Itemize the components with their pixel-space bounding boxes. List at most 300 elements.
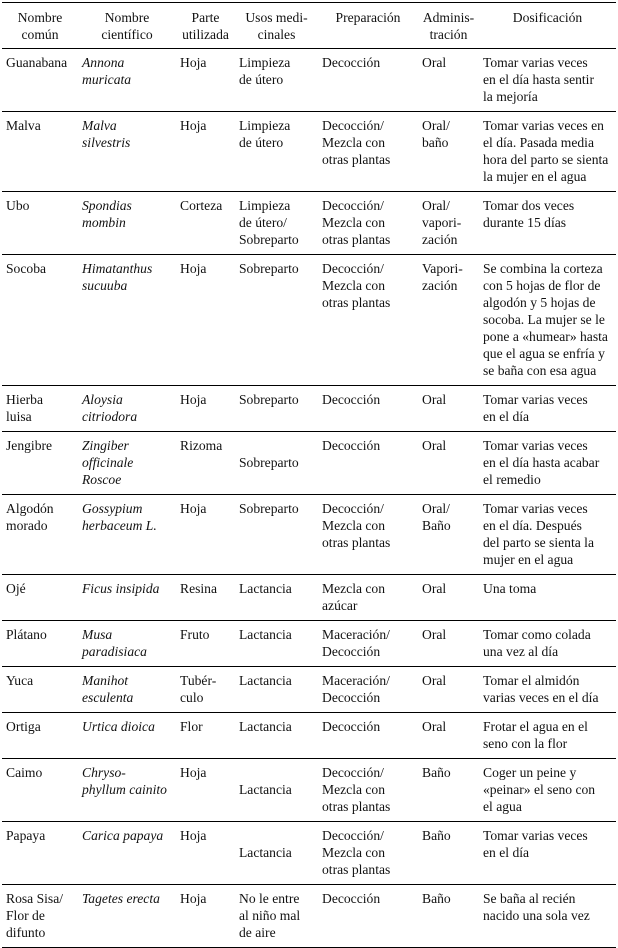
cell-line: de útero	[239, 135, 284, 150]
table-row	[2, 386, 616, 432]
cell-line: muricata	[82, 72, 132, 87]
cell-administracion	[418, 759, 479, 822]
cell-line: Himatanthus	[82, 261, 153, 276]
header-nombre-comun	[2, 3, 78, 49]
cell-line: Tomar varias veces	[483, 438, 588, 453]
document-page	[0, 2, 618, 940]
cell-nombre-cientifico	[78, 822, 176, 885]
cell-line: Baño	[422, 891, 451, 906]
cell-line: Mezcla con	[322, 581, 386, 596]
cell-nombre-cientifico	[78, 575, 176, 621]
cell-line: hora del parto se sienta	[483, 152, 609, 167]
cell-line: citriodora	[82, 409, 138, 424]
cell-line: en el día	[483, 409, 530, 424]
cell-nombre-comun	[2, 386, 78, 432]
cell-line: sucuuba	[82, 278, 128, 293]
cell-line: Jengibre	[6, 438, 53, 453]
cell-parte-utilizada	[176, 386, 235, 432]
cell-line: morado	[6, 518, 48, 533]
cell-line: Decocción/	[322, 261, 384, 276]
cell-line: Aloysia	[82, 392, 123, 407]
cell-line: Decocción/	[322, 118, 384, 133]
cell-dosificacion	[479, 495, 616, 575]
cell-line: Algodón	[6, 501, 54, 516]
cell-usos-medicinales	[235, 255, 318, 386]
cell-line: Oral	[422, 719, 447, 734]
cell-usos-medicinales	[235, 885, 318, 948]
cell-line: Sobreparto	[239, 232, 299, 247]
cell-line: culo	[180, 690, 204, 705]
header-nombre-cientifico	[78, 3, 176, 49]
cell-line: una vez al día	[483, 644, 559, 659]
cell-nombre-cientifico	[78, 255, 176, 386]
cell-line: en el día	[483, 845, 530, 860]
cell-nombre-cientifico	[78, 667, 176, 713]
cell-administracion	[418, 386, 479, 432]
cell-line: Chryso-	[82, 765, 126, 780]
cell-line: Oral	[422, 438, 447, 453]
cell-line: otras plantas	[322, 295, 391, 310]
cell-line: en el día hasta acabar	[483, 455, 600, 470]
cell-parte-utilizada	[176, 255, 235, 386]
cell-line: Ficus insipida	[82, 581, 160, 596]
cell-line: Musa	[82, 627, 113, 642]
cell-line: Fruto	[180, 627, 210, 642]
cell-parte-utilizada	[176, 575, 235, 621]
cell-nombre-comun	[2, 713, 78, 759]
cell-line: paradisiaca	[82, 644, 147, 659]
cell-line: esculenta	[82, 690, 134, 705]
cell-line: de útero/	[239, 215, 287, 230]
cell-line: Caimo	[6, 765, 43, 780]
cell-line: el agua	[483, 799, 522, 814]
cell-dosificacion	[479, 575, 616, 621]
cell-line: Sobreparto	[239, 501, 299, 516]
table-row	[2, 621, 616, 667]
header-line: Usos medi-	[245, 10, 308, 25]
cell-line: Oral	[422, 392, 447, 407]
cell-dosificacion	[479, 885, 616, 948]
cell-nombre-comun	[2, 575, 78, 621]
header-line: Nombre	[17, 10, 63, 25]
cell-dosificacion	[479, 49, 616, 112]
cell-line: Oral/	[422, 198, 450, 213]
cell-administracion	[418, 49, 479, 112]
cell-line: el remedio	[483, 472, 541, 487]
cell-parte-utilizada	[176, 192, 235, 255]
cell-line: Sobreparto	[239, 455, 299, 470]
cell-parte-utilizada	[176, 822, 235, 885]
cell-preparacion	[318, 192, 418, 255]
cell-line: Tomar varias veces en	[483, 118, 604, 133]
cell-line: pone a «humear» hasta	[483, 329, 608, 344]
cell-line: Vapori-	[422, 261, 463, 276]
cell-line: Decocción	[322, 719, 381, 734]
cell-line: Flor	[180, 719, 203, 734]
cell-administracion	[418, 621, 479, 667]
cell-administracion	[418, 192, 479, 255]
cell-line: se baña con esa agua	[483, 363, 597, 378]
header-line: Adminis-	[422, 10, 475, 25]
cell-line: Roscoe	[82, 472, 122, 487]
cell-line: Oral/	[422, 501, 450, 516]
cell-preparacion	[318, 386, 418, 432]
cell-line: Tomar el almidón	[483, 673, 580, 688]
cell-nombre-comun	[2, 255, 78, 386]
cell-line: Tomar dos veces	[483, 198, 575, 213]
table-row	[2, 112, 616, 192]
cell-line: nacido una sola vez	[483, 908, 590, 923]
cell-dosificacion	[479, 432, 616, 495]
cell-nombre-cientifico	[78, 713, 176, 759]
cell-line: Flor de	[6, 908, 45, 923]
cell-line: Hoja	[180, 891, 207, 906]
cell-line: Oral	[422, 55, 447, 70]
table-row	[2, 713, 616, 759]
cell-line: varias veces en el día	[483, 690, 599, 705]
cell-nombre-cientifico	[78, 432, 176, 495]
cell-line: herbaceum L.	[82, 518, 157, 533]
header-preparacion	[318, 3, 418, 49]
cell-line: vapori-	[422, 215, 462, 230]
header-line: común	[21, 27, 59, 42]
cell-line: Limpieza	[239, 118, 291, 133]
cell-usos-medicinales	[235, 621, 318, 667]
header-line: tración	[429, 27, 468, 42]
cell-nombre-comun	[2, 432, 78, 495]
cell-line: el día. Pasada media	[483, 135, 594, 150]
cell-parte-utilizada	[176, 759, 235, 822]
cell-line: Tomar como colada	[483, 627, 591, 642]
table-row	[2, 759, 616, 822]
table-row	[2, 885, 616, 948]
cell-line: Spondias	[82, 198, 132, 213]
table-row	[2, 432, 616, 495]
cell-preparacion	[318, 575, 418, 621]
cell-nombre-comun	[2, 759, 78, 822]
cell-line: Oral	[422, 627, 447, 642]
cell-line: Sobreparto	[239, 261, 299, 276]
cell-line: Oral/	[422, 118, 450, 133]
cell-line: Maceración/	[322, 673, 390, 688]
header-dosificacion	[479, 3, 616, 49]
cell-nombre-cientifico	[78, 495, 176, 575]
cell-line: Decocción	[322, 891, 381, 906]
cell-line: Decocción	[322, 438, 381, 453]
cell-usos-medicinales	[235, 575, 318, 621]
cell-nombre-comun	[2, 192, 78, 255]
cell-line: Annona	[82, 55, 125, 70]
cell-line: Tomar varias veces	[483, 55, 588, 70]
cell-line: Baño	[422, 518, 451, 533]
cell-line: zación	[422, 278, 458, 293]
cell-line: Tomar varias veces	[483, 392, 588, 407]
cell-administracion	[418, 432, 479, 495]
cell-line: Papaya	[6, 828, 46, 843]
cell-line: phyllum cainito	[82, 782, 167, 797]
table-row	[2, 667, 616, 713]
cell-usos-medicinales	[235, 759, 318, 822]
cell-line: Baño	[422, 765, 451, 780]
cell-nombre-comun	[2, 667, 78, 713]
cell-dosificacion	[479, 386, 616, 432]
cell-preparacion	[318, 112, 418, 192]
cell-parte-utilizada	[176, 885, 235, 948]
cell-dosificacion	[479, 621, 616, 667]
cell-line: Hoja	[180, 501, 207, 516]
cell-line: otras plantas	[322, 535, 391, 550]
cell-line: Tubér-	[180, 673, 217, 688]
cell-usos-medicinales	[235, 432, 318, 495]
cell-line: Mezcla con	[322, 518, 386, 533]
cell-administracion	[418, 112, 479, 192]
cell-line: azúcar	[322, 598, 358, 613]
cell-line: Se combina la corteza	[483, 261, 603, 276]
cell-line: Decocción	[322, 55, 381, 70]
cell-line: Rosa Sisa/	[6, 891, 64, 906]
cell-line: Decocción/	[322, 828, 384, 843]
cell-usos-medicinales	[235, 822, 318, 885]
cell-administracion	[418, 713, 479, 759]
cell-usos-medicinales	[235, 495, 318, 575]
cell-line: otras plantas	[322, 862, 391, 877]
cell-line: Carica papaya	[82, 828, 164, 843]
cell-line: «peinar» el seno con	[483, 782, 596, 797]
cell-line: Limpieza	[239, 55, 291, 70]
cell-preparacion	[318, 495, 418, 575]
table-header-row	[2, 3, 616, 49]
cell-line: Tagetes erecta	[82, 891, 160, 906]
cell-preparacion	[318, 621, 418, 667]
cell-line: luisa	[6, 409, 32, 424]
cell-line: Baño	[422, 828, 451, 843]
cell-line: otras plantas	[322, 152, 391, 167]
cell-line: Lactancia	[239, 845, 292, 860]
cell-line: Hoja	[180, 828, 207, 843]
cell-preparacion	[318, 713, 418, 759]
cell-dosificacion	[479, 255, 616, 386]
header-line: científico	[101, 27, 153, 42]
cell-line: Rizoma	[180, 438, 223, 453]
cell-line: Hoja	[180, 118, 207, 133]
header-line: utilizada	[182, 27, 229, 42]
cell-preparacion	[318, 885, 418, 948]
cell-line: Mezcla con	[322, 278, 386, 293]
cell-nombre-cientifico	[78, 192, 176, 255]
cell-line: Ubo	[6, 198, 30, 213]
cell-preparacion	[318, 667, 418, 713]
cell-line: Decocción/	[322, 501, 384, 516]
cell-dosificacion	[479, 713, 616, 759]
cell-line: otras plantas	[322, 799, 391, 814]
cell-line: la mujer en el agua	[483, 169, 587, 184]
cell-dosificacion	[479, 822, 616, 885]
cell-nombre-comun	[2, 495, 78, 575]
cell-nombre-cientifico	[78, 621, 176, 667]
cell-line: Decocción/	[322, 765, 384, 780]
cell-line: mujer en el agua	[483, 552, 574, 567]
cell-line: Resina	[180, 581, 217, 596]
cell-line: Ortiga	[6, 719, 41, 734]
cell-line: Coger un peine y	[483, 765, 577, 780]
cell-line: Hoja	[180, 55, 207, 70]
cell-line: Lactancia	[239, 719, 292, 734]
cell-line: Hoja	[180, 765, 207, 780]
cell-line: en el día hasta sentir	[483, 72, 594, 87]
cell-preparacion	[318, 822, 418, 885]
cell-line: officinale	[82, 455, 134, 470]
cell-line: Tomar varias veces	[483, 828, 588, 843]
cell-line: Lactancia	[239, 581, 292, 596]
cell-line: Mezcla con	[322, 845, 386, 860]
cell-line: Decocción	[322, 690, 381, 705]
cell-administracion	[418, 667, 479, 713]
cell-line: Gossypium	[82, 501, 143, 516]
cell-line: en el día. Después	[483, 518, 582, 533]
cell-nombre-cientifico	[78, 112, 176, 192]
cell-preparacion	[318, 49, 418, 112]
cell-dosificacion	[479, 112, 616, 192]
cell-line: seno con la flor	[483, 736, 568, 751]
cell-nombre-comun	[2, 49, 78, 112]
cell-line: Tomar varias veces	[483, 501, 588, 516]
header-line: Preparación	[335, 10, 401, 25]
cell-nombre-cientifico	[78, 386, 176, 432]
cell-line: durante 15 días	[483, 215, 567, 230]
cell-line: Lactancia	[239, 782, 292, 797]
header-line: Dosificación	[512, 10, 583, 25]
cell-parte-utilizada	[176, 432, 235, 495]
cell-line: baño	[422, 135, 449, 150]
cell-preparacion	[318, 759, 418, 822]
cell-preparacion	[318, 255, 418, 386]
cell-dosificacion	[479, 759, 616, 822]
cell-line: Urtica dioica	[82, 719, 155, 734]
cell-line: Maceración/	[322, 627, 390, 642]
cell-line: Se baña al recién	[483, 891, 576, 906]
cell-administracion	[418, 495, 479, 575]
cell-line: Frotar el agua en el	[483, 719, 588, 734]
cell-nombre-cientifico	[78, 885, 176, 948]
cell-line: Hierba	[6, 392, 43, 407]
cell-usos-medicinales	[235, 667, 318, 713]
cell-dosificacion	[479, 667, 616, 713]
cell-line: socoba. La mujer se le	[483, 312, 605, 327]
cell-usos-medicinales	[235, 112, 318, 192]
cell-line: de útero	[239, 72, 284, 87]
cell-administracion	[418, 822, 479, 885]
cell-line: Manihot	[82, 673, 129, 688]
cell-line: silvestris	[82, 135, 131, 150]
medicinal-plants-table	[2, 2, 616, 948]
cell-line: al niño mal	[239, 908, 301, 923]
cell-usos-medicinales	[235, 49, 318, 112]
cell-line: la mejoría	[483, 89, 538, 104]
cell-nombre-cientifico	[78, 759, 176, 822]
cell-dosificacion	[479, 192, 616, 255]
cell-usos-medicinales	[235, 192, 318, 255]
cell-nombre-comun	[2, 112, 78, 192]
table-row	[2, 255, 616, 386]
cell-usos-medicinales	[235, 713, 318, 759]
header-line: Nombre	[104, 10, 150, 25]
cell-line: algodón y 5 hojas de	[483, 295, 596, 310]
cell-line: Decocción	[322, 392, 381, 407]
cell-line: Hoja	[180, 261, 207, 276]
cell-administracion	[418, 885, 479, 948]
header-line: Parte	[191, 10, 220, 25]
cell-line: Lactancia	[239, 673, 292, 688]
cell-nombre-comun	[2, 621, 78, 667]
table-row	[2, 495, 616, 575]
cell-line: difunto	[6, 925, 46, 940]
cell-nombre-cientifico	[78, 49, 176, 112]
cell-line: zación	[422, 232, 458, 247]
cell-line: Socoba	[6, 261, 47, 276]
cell-line: Limpieza	[239, 198, 291, 213]
cell-line: Una toma	[483, 581, 537, 596]
table-row	[2, 575, 616, 621]
cell-line: del parto se sienta la	[483, 535, 594, 550]
cell-line: Lactancia	[239, 627, 292, 642]
cell-line: Mezcla con	[322, 782, 386, 797]
header-administracion	[418, 3, 479, 49]
cell-line: Yuca	[6, 673, 34, 688]
table-body	[2, 49, 616, 948]
cell-line: de aire	[239, 925, 276, 940]
cell-nombre-comun	[2, 822, 78, 885]
cell-administracion	[418, 255, 479, 386]
cell-usos-medicinales	[235, 386, 318, 432]
cell-line: Mezcla con	[322, 135, 386, 150]
cell-parte-utilizada	[176, 49, 235, 112]
cell-line: Ojé	[6, 581, 26, 596]
cell-line: Oral	[422, 673, 447, 688]
cell-line: Malva	[6, 118, 41, 133]
cell-line: Corteza	[180, 198, 223, 213]
cell-administracion	[418, 575, 479, 621]
cell-line: Oral	[422, 581, 447, 596]
table-row	[2, 192, 616, 255]
table-row	[2, 49, 616, 112]
cell-line: No le entre	[239, 891, 300, 906]
cell-line: con 5 hojas de flor de	[483, 278, 601, 293]
cell-line: Malva	[82, 118, 117, 133]
cell-line: Decocción	[322, 644, 381, 659]
cell-line: Zingiber	[82, 438, 129, 453]
cell-parte-utilizada	[176, 112, 235, 192]
header-parte-utilizada	[176, 3, 235, 49]
cell-line: Sobreparto	[239, 392, 299, 407]
cell-line: Guanabana	[6, 55, 68, 70]
cell-line: Hoja	[180, 392, 207, 407]
cell-nombre-comun	[2, 885, 78, 948]
cell-line: que el agua se enfría y	[483, 346, 605, 361]
cell-line: Decocción/	[322, 198, 384, 213]
cell-parte-utilizada	[176, 621, 235, 667]
cell-parte-utilizada	[176, 667, 235, 713]
header-line: cinales	[257, 27, 296, 42]
cell-parte-utilizada	[176, 495, 235, 575]
cell-line: Plátano	[6, 627, 47, 642]
table-row	[2, 822, 616, 885]
header-usos-medicinales	[235, 3, 318, 49]
cell-line: Mezcla con	[322, 215, 386, 230]
cell-line: mombin	[82, 215, 126, 230]
cell-line: otras plantas	[322, 232, 391, 247]
cell-parte-utilizada	[176, 713, 235, 759]
cell-preparacion	[318, 432, 418, 495]
